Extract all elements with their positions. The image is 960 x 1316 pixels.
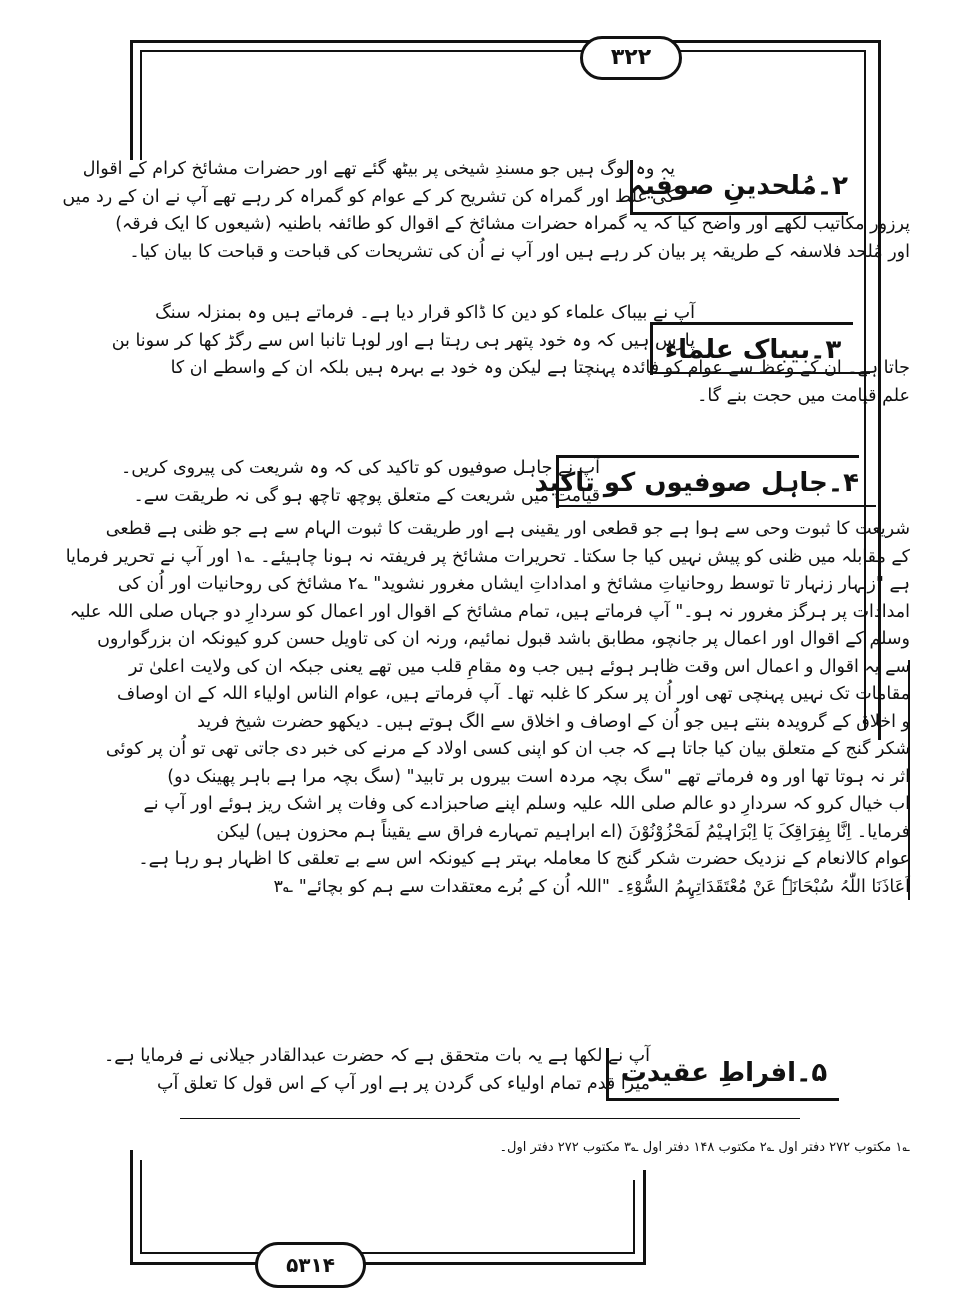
s3-line-1: آپ نے بیباک علماء کو دین کا ڈاکو قرار دیا ہے۔ فرماتے ہیں وہ بمنزلہ سنگ	[155, 303, 695, 323]
s4-line-15: عوام کالانعام کے نزدیک حضرت شکر گنج کا معاملہ بہتر ہے کیونکہ اس سے بے تعلقی کا اظہار ہو رہا ہے۔	[138, 849, 910, 869]
frame-bottom-inner	[140, 1252, 260, 1254]
frame-bottom-right-vert-inner	[633, 1180, 635, 1254]
footnotes: ؎۱ مکتوب ۲۷۲ دفتر اول ؎۲ مکتوب ۱۴۸ دفتر اول ؎۳ مکتوب ۲۷۲ دفتر اول۔	[499, 1140, 910, 1155]
s4-line-11: شکر گنج کے متعلق بیان کیا جاتا ہے کہ جب ان کو اپنی کسی اولاد کے مرنے کی خبر دی جاتی تھی تو اُن پر کوئی	[105, 739, 910, 759]
section-4-body	[65, 455, 910, 901]
frame-bottom-inner-right	[355, 1252, 635, 1254]
s4-line-13: اب خیال کرو کہ سردارِ دو عالم صلی اللہ علیہ وسلم اپنے صاحبزادے کی وفات پر اشک ریز ہوئے اور آپ نے	[143, 794, 910, 814]
s4-line-14: فرمایا۔ اِنَّا بِفِرَاقِکَ یَا اِبْرَاہِیْمُ لَمَحْزُوْنُوْنَ (اے ابراہیم تمہارے فراق سے یقیناً ہم محزون ہیں) لیکن	[216, 821, 910, 842]
s4-line-2: قیامت میں شریعت کے متعلق پوچھ تاچھ ہو گی نہ طریقت سے۔	[133, 485, 600, 506]
s5-line-2: میرا قدم تمام اولیاء کی گردن پر ہے اور آپ کے اس قول کا تعلق آپ	[157, 1073, 650, 1094]
s2-line-1: یہ وہ لوگ ہیں جو مسندِ شیخی پر بیٹھ گئے تھے اور حضرات مشائخ کرام کے اقوال	[82, 159, 675, 179]
frame-bottom-right-vert	[643, 1170, 646, 1265]
frame-bottom-outer-right	[355, 1262, 645, 1265]
s4-line-3: شریعت کا ثبوت وحی سے ہوا ہے جو قطعی اور یقینی ہے اور طریقت کا ثبوت الہام سے ہے جو ظنی ہے قطعی	[105, 519, 910, 539]
s2-line-4: اور مُلحد فلاسفہ کے طریقہ پر بیان کر رہے ہیں اور آپ نے اُن کی تشریحات کی قباحت و قباحت کا بیان کیا۔	[129, 241, 910, 262]
s4-line-8: سے یہ اقوال و اعمال اس وقت ظاہر ہوئے ہیں جب وہ مقامِ قلب میں تھے یعنی جبکہ ان کی ولایت اعلیٰ تر	[129, 656, 910, 677]
page-number-top: ۳۲۲	[580, 36, 682, 80]
s3-line-4: علم قیامت میں حجت بنے گا۔	[697, 385, 910, 406]
s4-line-6: امدادات پر ہرگز مغرور نہ ہو۔" آپ فرماتے ہیں، تمام مشائخ کے اقوال اور اعمال کو سردارِ دو جہاں صلی اللہ علیہ	[69, 601, 910, 622]
s3-line-3: جاتا ہے۔ ان کے وعظ سے عوام کو فائدہ پہنچتا ہے لیکن وہ خود بے بہرہ ہیں بلکہ ان کے واسطے ان کا	[170, 358, 910, 378]
frame-outer-top-right	[670, 40, 880, 43]
s3-line-2: پارس ہیں کہ وہ خود پتھر ہی رہتا ہے اور لوہا تانبا اس سے رگڑ کھا کر سونا بن	[111, 330, 695, 351]
frame-bottom-outer	[130, 1262, 260, 1265]
frame-bottom-left-vert-inner	[140, 1160, 142, 1254]
s4-line-9: مقامات تک نہیں پہنچی تھی اور اُن پر سکر کا غلبہ تھا۔ آپ فرماتے ہیں، عوام الناس اولیاء اللہ کے ان اوصاف	[117, 684, 910, 704]
frame-inner-top	[140, 50, 600, 52]
heading-s4-text: ۴۔جاہل صوفیوں کو تاکید	[534, 468, 859, 498]
heading-s5-text: ۵۔افراطِ عقیدت	[620, 1058, 828, 1088]
s4-line-10: و اخلاق کے گرویدہ بنتے ہیں جو اُن کے اوصاف و اخلاق سے الگ ہوتے ہیں۔ دیکھو حضرت شیخ فرید	[197, 711, 910, 732]
frame-bottom-left-vert	[130, 1150, 133, 1265]
footnote-rule	[180, 1118, 800, 1119]
heading-s2-text: ۲۔مُلحدینِ صوفیہ	[629, 171, 848, 201]
s2-line-3: پرزور مکاتیب لکھے اور واضح کیا کہ یہ گمراہ حضرات مشائخ کے اقوال کو طائفہ باطنیہ (شیعوں کا ایک فرقہ)	[115, 214, 910, 234]
section-5-body	[103, 1043, 910, 1098]
s4-line-7: وسلم کے اقوال اور اعمال پر جانچو، مطابق باشد قبول نمائیم، ورنہ ان کی تاویل حسن کرو کیونکہ ان بزرگواروں	[97, 629, 910, 649]
frame-inner-top-right	[670, 50, 865, 52]
s4-line-12: اثر نہ ہوتا تھا اور وہ فرماتے تھے "سگ بچہ مردہ است بیروں بر تابید" (سگ بچہ مرا ہے باہر پھینک دو)	[167, 766, 910, 787]
s4-line-4: کے مقابلہ میں ظنی کو پیش نہیں کیا جا سکتا۔ تحریرات مشائخ پر فریفتہ نہ ہونا چاہیئے۔ ؎۱ اور آپ نے تحریر فرمایا	[65, 546, 910, 567]
section-2-body	[62, 156, 910, 266]
s2-line-2: کی غلط اور گمراہ کن تشریح کر کے عوام کو گمراہ کر رہے تھے آپ نے ان کے رد میں	[62, 186, 675, 207]
s5-line-1: آپ نے لکھا ہے یہ بات متحقق ہے کہ حضرت عبدالقادر جیلانی نے فرمایا ہے۔	[103, 1046, 650, 1066]
s4-line-16: اَعَاذَنَا اللّٰہُ سُبْحَانَہٗ عَنْ مُعْتَقَدَاتِہِمُ السُّوْءِ۔ "اللہ اُن کے بُرے معتقدات سے ہم کو بچائے" ؎۳	[273, 876, 910, 897]
frame-left-outer	[130, 40, 133, 160]
frame-left-inner	[140, 50, 142, 160]
section-3-body	[111, 300, 910, 410]
s4-line-1: آپ نے جاہل صوفیوں کو تاکید کی کہ وہ شریعت کی پیروی کریں۔	[120, 458, 600, 478]
frame-outer-top	[130, 40, 600, 43]
page-number-bottom: ۵۳۱۴	[255, 1242, 366, 1288]
s4-line-5: ہے "زنہار زنہار تا توسط روحانیاتِ مشائخ و امداداتِ ایشاں مغرور نشوید" ؎۲ مشائخ کی روحانیات اور اُن کی	[117, 574, 910, 594]
heading-s3-text: ۳۔بیباک علماء	[664, 335, 842, 365]
